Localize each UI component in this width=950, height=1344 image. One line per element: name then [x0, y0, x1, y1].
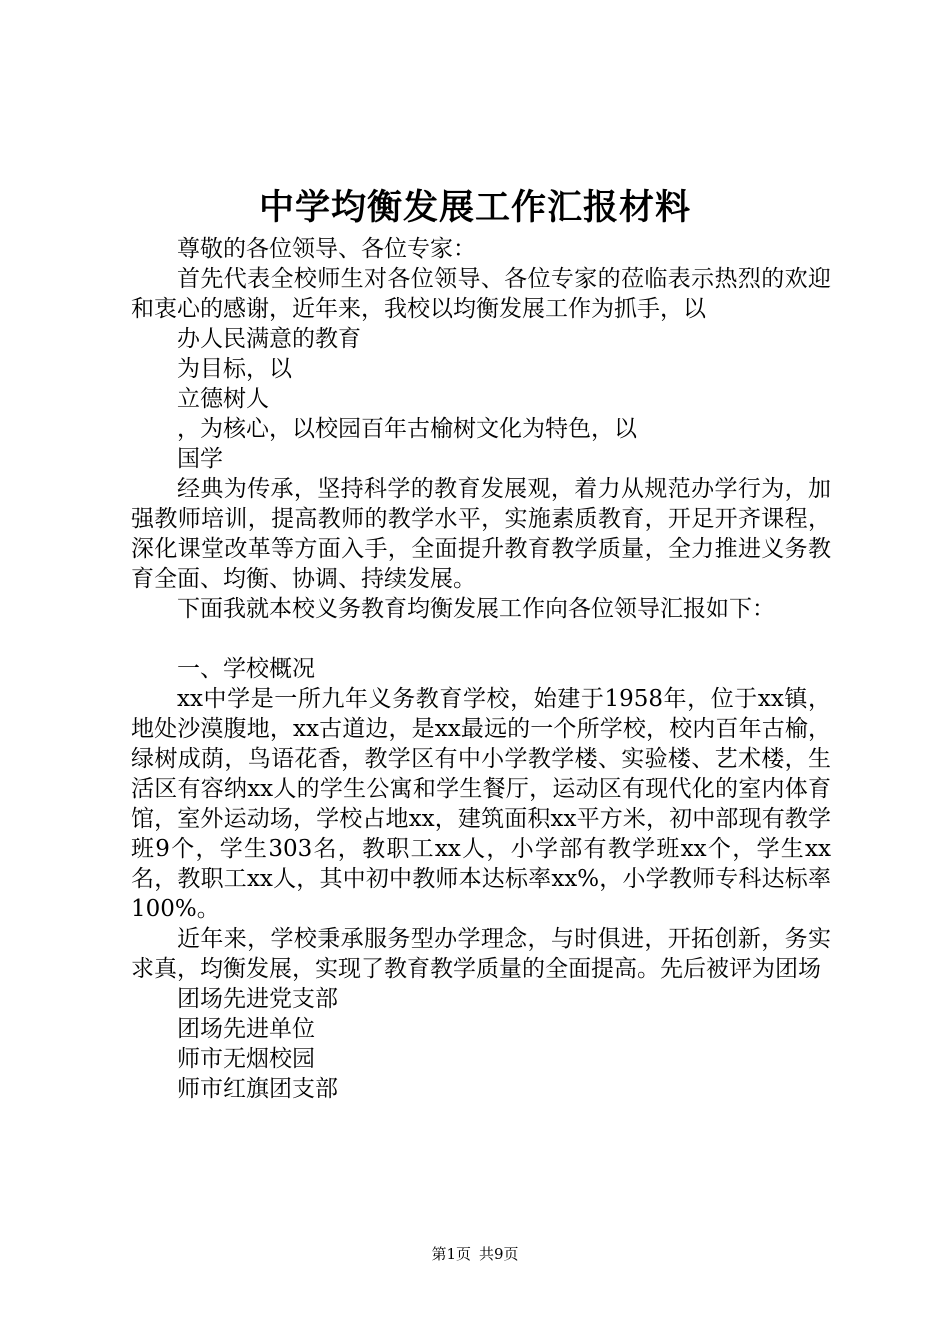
document-title: 中学均衡发展工作汇报材料 [258, 187, 691, 228]
page-total: 共9页 [479, 1245, 519, 1263]
page-footer [0, 1244, 950, 1264]
intro-fragment-feature: ，为核心，以校园百年古榆树文化为特色，以 [177, 416, 637, 442]
honor-item: 师市无烟校园 [177, 1046, 315, 1072]
intro-fragment-guoxue: 国学 [177, 446, 223, 472]
document-body [131, 234, 831, 1104]
school-overview-paragraph: xx中学是一所九年义务教育学校，始建于1958年，位于xx镇，地处沙漠腹地，xx古道边，是xx最远的一个所学校，校内百年古榆，绿树成荫，鸟语花香，教学区有中小学教学楼、实验楼、艺术楼，生活区有容纳xx人的学生公寓和学生餐厅，运动区有现代化的室内体育馆，室外运动场，学校占地xx，建筑面积xx平方米，初中部现有教学班9个，学生303名，教职工xx人，小学部有教学班xx个，学生xx名，教职工xx人，其中初中教师本达标率xx%，小学教师专科达标率100%。 [131, 686, 831, 922]
paragraph-spacer [131, 624, 831, 654]
page-number: 第1页 [431, 1245, 471, 1263]
honor-item: 师市红旗团支部 [177, 1076, 338, 1102]
section-heading: 一、学校概况 [177, 656, 315, 682]
intro-continuation-paragraph: 经典为传承，坚持科学的教育发展观，着力从规范办学行为，加强教师培训，提高教师的教学水平，实施素质教育，开足开齐课程，深化课堂改革等方面入手，全面提升教育教学质量，全力推进义务教育全面、均衡、协调、持续发展。 [131, 476, 831, 592]
honor-item: 团场先进单位 [177, 1016, 315, 1042]
intro-fragment-goal: 办人民满意的教育 [177, 326, 361, 352]
salutation-paragraph: 尊敬的各位领导、各位专家： [177, 236, 476, 262]
report-lead-paragraph: 下面我就本校义务教育均衡发展工作向各位领导汇报如下： [177, 596, 775, 622]
achievements-paragraph: 近年来，学校秉承服务型办学理念，与时俱进，开拓创新，务实求真，均衡发展，实现了教育教学质量的全面提高。先后被评为团场 [131, 926, 831, 982]
intro-paragraph: 首先代表全校师生对各位领导、各位专家的莅临表示热烈的欢迎和衷心的感谢，近年来，我校以均衡发展工作为抓手，以 [131, 266, 831, 322]
intro-fragment-target: 为目标，以 [177, 356, 292, 382]
honor-item: 团场先进党支部 [177, 986, 338, 1012]
intro-fragment-core: 立德树人 [177, 386, 269, 412]
